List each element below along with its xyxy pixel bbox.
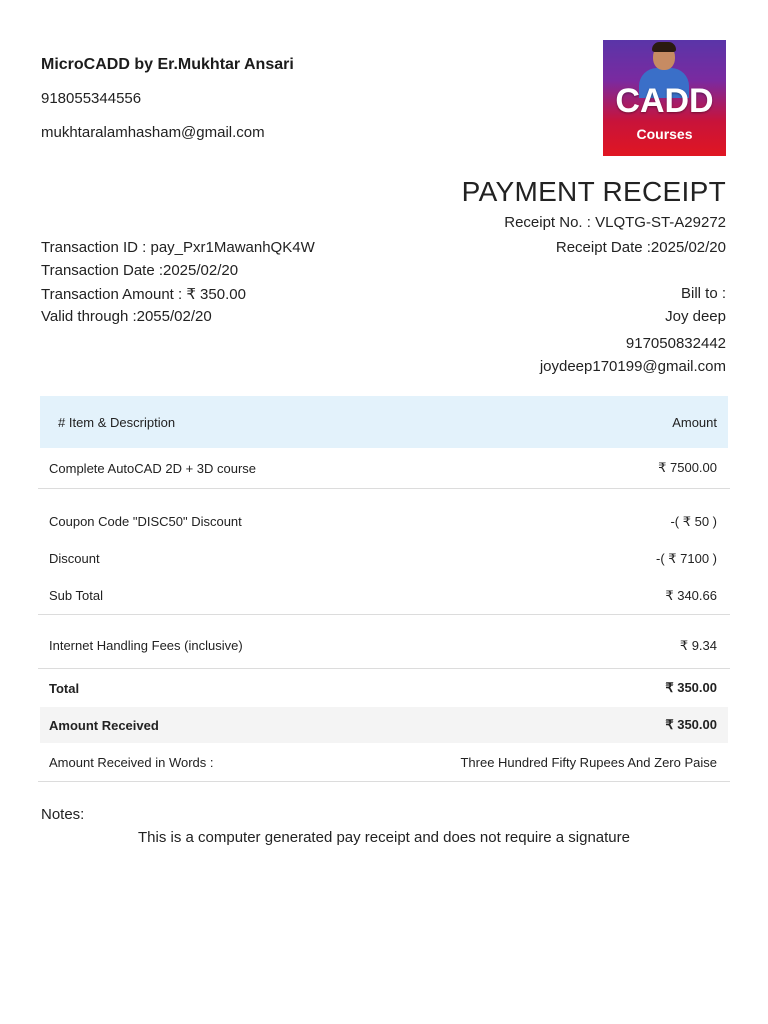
subtotal-amount: ₹ 340.66	[665, 587, 717, 603]
header-amount: Amount	[672, 414, 717, 430]
fees-amount: ₹ 9.34	[679, 637, 717, 653]
transaction-date: Transaction Date :2025/02/20	[41, 262, 239, 279]
table-row-item	[40, 448, 728, 488]
bill-to-email: joydeep170199@gmail.com	[539, 358, 726, 375]
table-header	[40, 396, 728, 448]
subtotal-desc: Sub Total	[49, 588, 103, 603]
bill-to-label: Bill to :	[680, 285, 726, 302]
table-row-total	[40, 669, 728, 707]
company-logo	[603, 40, 726, 156]
notes-label: Notes:	[41, 806, 85, 823]
fees-desc: Internet Handling Fees (inclusive)	[49, 638, 243, 653]
company-email: mukhtaralamhasham@gmail.com	[41, 124, 265, 141]
discount-amount: -( ₹ 7100 )	[655, 550, 717, 566]
total-desc: Total	[49, 680, 80, 696]
words-amount: Three Hundred Fifty Rupees And Zero Paise	[460, 754, 717, 770]
table-row-discount	[40, 540, 728, 577]
received-desc: Amount Received	[49, 717, 159, 733]
valid-through: Valid through :2055/02/20	[41, 308, 212, 325]
receipt-table	[40, 396, 728, 782]
notes-text: This is a computer generated pay receipt and does not require a signature	[138, 829, 630, 846]
table-row-subtotal	[40, 577, 728, 614]
coupon-amount: -( ₹ 50 )	[670, 513, 717, 529]
logo-word: CADD	[615, 82, 714, 120]
table-row-received	[40, 707, 728, 743]
header-item: # Item & Description	[58, 414, 176, 430]
table-row-words	[40, 743, 728, 781]
table-row-coupon	[40, 503, 728, 540]
discount-desc: Discount	[49, 551, 100, 566]
transaction-id: Transaction ID : pay_Pxr1MawanhQK4W	[41, 239, 315, 256]
bill-to-phone: 917050832442	[625, 335, 726, 352]
logo-person-hair	[652, 42, 676, 52]
received-amount: ₹ 350.00	[665, 717, 717, 732]
table-row-fees	[40, 623, 728, 668]
divider	[38, 781, 730, 782]
coupon-desc: Coupon Code "DISC50" Discount	[49, 514, 242, 529]
item-amount: ₹ 7500.00	[658, 460, 717, 475]
company-name: MicroCADD by Er.Mukhtar Ansari	[41, 56, 294, 73]
receipt-date: Receipt Date :2025/02/20	[555, 239, 726, 256]
receipt-number: Receipt No. : VLQTG-ST-A29272	[504, 214, 726, 231]
total-amount: ₹ 350.00	[665, 680, 717, 695]
item-desc: Complete AutoCAD 2D + 3D course	[49, 460, 257, 476]
receipt-title: PAYMENT RECEIPT	[461, 176, 726, 207]
transaction-amount: Transaction Amount : ₹ 350.00	[41, 286, 246, 303]
logo-sub: Courses	[636, 126, 693, 142]
words-desc: Amount Received in Words :	[49, 754, 214, 770]
bill-to-name: Joy deep	[665, 308, 726, 325]
company-phone: 918055344556	[41, 90, 142, 107]
